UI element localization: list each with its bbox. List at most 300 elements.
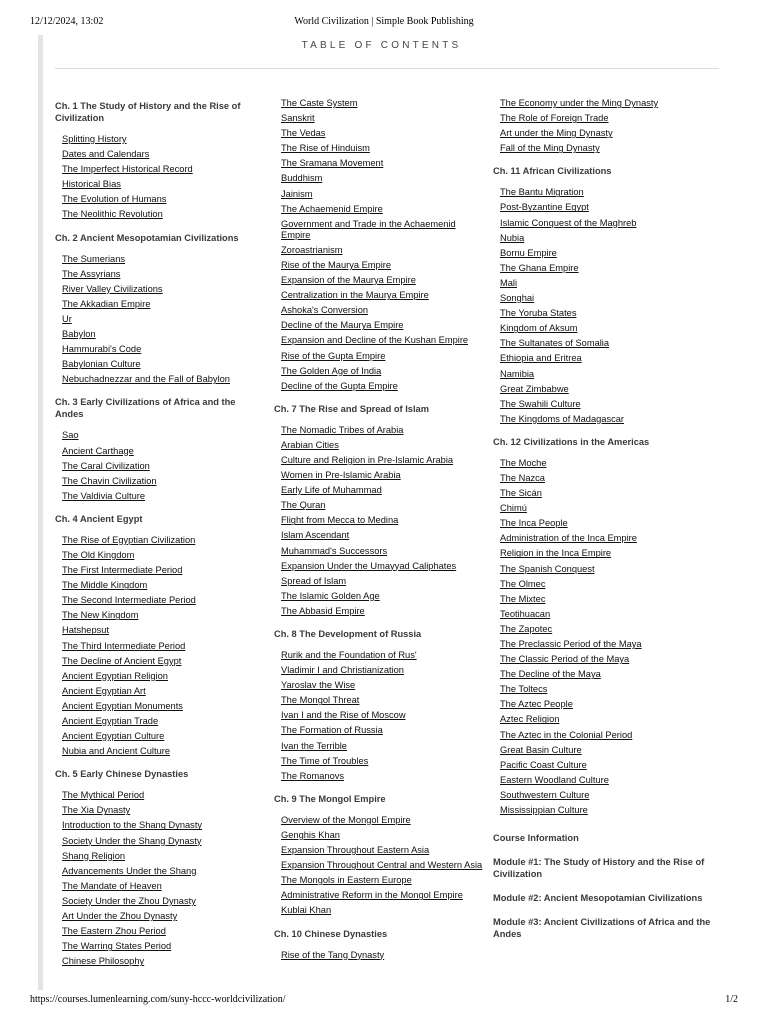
toc-item [493, 624, 715, 639]
toc-item [274, 425, 486, 440]
toc-item [55, 836, 265, 851]
toc-item [55, 866, 265, 881]
toc-item [55, 194, 265, 209]
chapter-items [55, 430, 265, 505]
toc-link[interactable]: Ur [62, 313, 72, 324]
toc-link[interactable]: Decline of the Gupta Empire [281, 380, 398, 391]
toc-item [274, 561, 486, 576]
chapter-items [55, 254, 265, 390]
toc-item [55, 164, 265, 179]
toc-link[interactable]: The First Intermediate Period [62, 565, 183, 576]
toc-link[interactable]: The Mongol Threat [281, 695, 360, 706]
toc-link[interactable]: The Toltecs [500, 684, 548, 695]
section-title[interactable]: Module #2: Ancient Mesopotamian Civilizations [493, 893, 703, 904]
toc-item [274, 219, 486, 245]
toc-item [274, 381, 486, 396]
toc-item [493, 775, 715, 790]
toc-link[interactable]: Decline of the Maurya Empire [281, 320, 404, 331]
toc-link[interactable]: The Classic Period of the Maya [500, 654, 630, 665]
chapter-items [493, 187, 715, 429]
toc-link[interactable]: Babylon [62, 329, 96, 340]
toc-item [493, 414, 715, 429]
toc-link[interactable]: The Abbasid Empire [281, 605, 365, 616]
toc-item [493, 594, 715, 609]
toc-link[interactable]: Advancements Under the Shang [62, 865, 197, 876]
toc-link[interactable]: The Old Kingdom [62, 549, 135, 560]
toc-link[interactable]: Ancient Egyptian Art [62, 685, 146, 696]
toc-item [55, 149, 265, 164]
toc-item [274, 771, 486, 786]
toc-item [55, 446, 265, 461]
section-title[interactable]: Course Information [493, 833, 579, 844]
toc-item [493, 639, 715, 654]
toc-link[interactable]: Dates and Calendars [62, 149, 150, 160]
toc-item [55, 656, 265, 671]
toc-link[interactable]: The Sultanates of Somalia [500, 338, 610, 349]
toc-item [493, 353, 715, 368]
toc-link[interactable]: Genghis Khan [281, 829, 340, 840]
toc-item [493, 233, 715, 248]
toc-link[interactable]: Buddhism [281, 173, 323, 184]
toc-link[interactable]: The Decline of the Maya [500, 669, 601, 680]
toc-link[interactable]: The Third Intermediate Period [62, 640, 186, 651]
chapter-title: Ch. 1 The Study of History and the Rise of Civilization [55, 101, 241, 123]
chapter-title: Ch. 10 Chinese Dynasties [274, 928, 388, 939]
toc-link[interactable]: Pacific Coast Culture [500, 759, 587, 770]
toc-item [493, 218, 715, 233]
toc-link[interactable]: The Ghana Empire [500, 262, 579, 273]
toc-item [493, 548, 715, 563]
toc-item [55, 790, 265, 805]
toc-item [274, 530, 486, 545]
toc-link[interactable]: The Caral Civilization [62, 460, 150, 471]
chapter-items [55, 134, 265, 225]
toc-item [493, 669, 715, 684]
toc-item [274, 576, 486, 591]
toc-item [274, 335, 486, 350]
toc-link[interactable]: The Moche [500, 457, 547, 468]
toc-column-3 [493, 98, 715, 952]
toc-link[interactable]: Society Under the Zhou Dynasty [62, 895, 196, 906]
toc-item [55, 134, 265, 149]
toc-link[interactable]: The Kingdoms of Madagascar [500, 413, 625, 424]
toc-item [55, 269, 265, 284]
toc-link[interactable]: The Islamic Golden Age [281, 590, 380, 601]
toc-link[interactable]: The Valdivia Culture [62, 490, 146, 501]
toc-item [274, 860, 486, 875]
toc-link[interactable]: The Bantu Migration [500, 187, 584, 198]
toc-link[interactable]: Chinese Philosophy [62, 956, 145, 967]
toc-item [55, 344, 265, 359]
toc-link[interactable]: Nebuchadnezzar and the Fall of Babylon [62, 374, 230, 385]
toc-item [493, 458, 715, 473]
toc-item [493, 473, 715, 488]
toc-item [55, 941, 265, 956]
toc-link[interactable]: The Chavin Civilization [62, 475, 157, 486]
toc-link[interactable]: The Rise of Hinduism [281, 143, 370, 154]
toc-link[interactable]: The Zapotec [500, 623, 553, 634]
chapter-items [55, 790, 265, 971]
toc-link[interactable]: Islam Ascendant [281, 530, 350, 541]
toc-link[interactable]: Overview of the Mongol Empire [281, 814, 411, 825]
toc-item [55, 179, 265, 194]
toc-link[interactable]: Sao [62, 430, 79, 441]
toc-item [55, 716, 265, 731]
toc-link[interactable]: The Romanovs [281, 770, 345, 781]
toc-link[interactable]: Ethiopia and Eritrea [500, 353, 582, 364]
toc-item [55, 595, 265, 610]
toc-link[interactable]: Ancient Egyptian Trade [62, 716, 159, 726]
toc-link[interactable]: Ivan I and the Rise of Moscow [281, 710, 406, 721]
toc-link[interactable]: Rise of the Tang Dynasty [281, 949, 385, 960]
print-footer [30, 994, 738, 1008]
toc-item [274, 440, 486, 455]
toc-item [274, 695, 486, 710]
toc-link[interactable]: The Role of Foreign Trade [500, 113, 609, 124]
toc-link[interactable]: Introduction to the Shang Dynasty [62, 820, 203, 831]
toc-link[interactable]: Southwestern Culture [500, 789, 590, 800]
toc-link[interactable]: The Aztec People [500, 699, 573, 710]
toc-item [55, 209, 265, 224]
print-datetime: 12/12/2024, 13:02 [30, 16, 104, 27]
toc-item [55, 701, 265, 716]
chapter-items [55, 535, 265, 761]
toc-link[interactable]: Songhai [500, 293, 535, 304]
toc-item [274, 710, 486, 725]
toc-link[interactable]: The Vedas [281, 128, 326, 139]
toc-link[interactable]: Expansion Throughout Central and Western Asia [281, 860, 483, 871]
toc-item [274, 470, 486, 485]
toc-link[interactable]: The Spanish Conquest [500, 563, 595, 574]
toc-item [493, 338, 715, 353]
toc-item [55, 299, 265, 314]
toc-link[interactable]: The Caste System [281, 98, 358, 108]
toc-link[interactable]: Expansion Throughout Eastern Asia [281, 845, 430, 856]
toc-link[interactable]: The New Kingdom [62, 610, 139, 621]
toc-item [55, 911, 265, 926]
chapter-title: Ch. 12 Civilizations in the Americas [493, 436, 650, 447]
toc-link[interactable]: Society Under the Shang Dynasty [62, 835, 202, 846]
toc-item [274, 546, 486, 561]
toc-link[interactable]: The Yoruba States [500, 308, 577, 319]
toc-item [274, 260, 486, 275]
toc-item [274, 485, 486, 500]
toc-item [274, 815, 486, 830]
toc-link[interactable]: Jainism [281, 188, 313, 199]
toc-item [493, 187, 715, 202]
toc-link[interactable]: Islamic Conquest of the Maghreb [500, 217, 637, 228]
toc-item [274, 905, 486, 920]
toc-item [55, 956, 265, 971]
toc-heading: TABLE OF CONTENTS [301, 40, 462, 51]
toc-link[interactable]: Zoroastrianism [281, 244, 343, 255]
toc-item [493, 399, 715, 414]
toc-link[interactable]: Sanskrit [281, 113, 315, 124]
toc-link[interactable]: Babylonian Culture [62, 359, 141, 370]
section-title[interactable]: Module #1: The Study of History and the Rise of Civilization [493, 857, 705, 880]
toc-link[interactable]: Flight from Mecca to Medina [281, 515, 399, 526]
toc-link[interactable]: The Quran [281, 500, 326, 511]
chapter-items [493, 458, 715, 820]
chapter-items [274, 950, 486, 965]
toc-link[interactable]: Expansion Under the Umayyad Caliphates [281, 560, 457, 571]
toc-item [274, 351, 486, 366]
section-title[interactable]: Module #3: Ancient Civilizations of Africa and the Andes [493, 917, 711, 940]
toc-link[interactable]: The Achaemenid Empire [281, 203, 383, 214]
chapter-title: Ch. 7 The Rise and Spread of Islam [274, 403, 429, 414]
toc-item [493, 579, 715, 594]
toc-item [274, 320, 486, 335]
toc-item [493, 248, 715, 263]
toc-link[interactable]: River Valley Civilizations [62, 283, 163, 294]
toc-link[interactable]: The Warring States Period [62, 941, 172, 952]
toc-link[interactable]: Aztec Religion [500, 714, 560, 725]
toc-link[interactable]: Hatshepsut [62, 625, 110, 636]
toc-link[interactable]: Great Basin Culture [500, 744, 582, 755]
toc-link[interactable]: The Aztec in the Colonial Period [500, 729, 633, 740]
toc-link[interactable]: Expansion of the Maurya Empire [281, 275, 416, 286]
toc-link[interactable]: Muhammad's Successors [281, 545, 388, 556]
toc-link[interactable]: Mali [500, 277, 518, 288]
print-header [30, 16, 738, 30]
toc-link[interactable]: Rise of the Gupta Empire [281, 350, 386, 361]
toc-item [55, 580, 265, 595]
toc-link[interactable]: The Eastern Zhou Period [62, 926, 166, 937]
toc-item [55, 430, 265, 445]
toc-item [493, 488, 715, 503]
toc-item [274, 665, 486, 680]
toc-item [55, 851, 265, 866]
toc-link[interactable]: Ivan the Terrible [281, 740, 347, 751]
toc-link[interactable]: The Rise of Egyptian Civilization [62, 534, 196, 545]
chapter-items [274, 650, 486, 786]
toc-item [493, 730, 715, 745]
toc-item [55, 284, 265, 299]
toc-link[interactable]: Religion in the Inca Empire [500, 548, 612, 559]
toc-item [274, 515, 486, 530]
toc-link[interactable]: Ancient Egyptian Monuments [62, 700, 183, 711]
toc-link[interactable]: Eastern Woodland Culture [500, 774, 609, 785]
toc-link[interactable]: Shang Religion [62, 850, 126, 861]
toc-item [274, 204, 486, 219]
toc-item [493, 745, 715, 760]
toc-link[interactable]: Historical Bias [62, 179, 121, 190]
toc-link[interactable]: Ancient Carthage [62, 445, 134, 456]
toc-link[interactable]: The Decline of Ancient Egypt [62, 655, 182, 666]
toc-link[interactable]: The Olmec [500, 578, 546, 589]
toc-link[interactable]: Arabian Cities [281, 439, 339, 450]
toc-item [274, 500, 486, 515]
toc-item [55, 746, 265, 761]
toc-item [493, 128, 715, 143]
toc-link[interactable]: The Mongols in Eastern Europe [281, 875, 412, 886]
toc-link[interactable]: Centralization in the Maurya Empire [281, 290, 429, 301]
toc-link[interactable]: Yaroslav the Wise [281, 680, 356, 691]
toc-item [55, 359, 265, 374]
chapter-title: Ch. 9 The Mongol Empire [274, 793, 386, 804]
toc-item [274, 830, 486, 845]
toc-link[interactable]: Early Life of Muhammad [281, 485, 382, 496]
print-page-number: 1/2 [725, 994, 738, 1005]
toc-item [274, 98, 486, 113]
toc-item [55, 565, 265, 580]
toc-link[interactable]: The Golden Age of India [281, 365, 382, 376]
toc-link[interactable]: The Neolithic Revolution [62, 209, 163, 220]
toc-link[interactable]: The Nazca [500, 472, 545, 483]
toc-item [493, 323, 715, 338]
toc-link[interactable]: The Time of Troubles [281, 755, 369, 766]
toc-item [274, 606, 486, 621]
toc-item [493, 293, 715, 308]
toc-link[interactable]: Women in Pre-Islamic Arabia [281, 470, 401, 481]
toc-item [274, 845, 486, 860]
toc-item [493, 684, 715, 699]
toc-link[interactable]: Chimú [500, 503, 527, 514]
toc-link[interactable]: Mississippian Culture [500, 805, 588, 816]
toc-link[interactable]: Government and Trade in the Achaemenid Empire [281, 218, 456, 240]
toc-item [493, 518, 715, 533]
toc-item [493, 654, 715, 669]
toc-link[interactable]: Ashoka's Conversion [281, 305, 369, 316]
toc-item [274, 725, 486, 740]
toc-link[interactable]: Great Zimbabwe [500, 383, 569, 394]
toc-item [55, 686, 265, 701]
toc-item [55, 374, 265, 389]
toc-item [55, 550, 265, 565]
chapter-title: Ch. 4 Ancient Egypt [55, 513, 143, 524]
toc-item [493, 564, 715, 579]
toc-item [493, 202, 715, 217]
toc-item [493, 113, 715, 128]
toc-item [493, 263, 715, 278]
toc-link[interactable]: The Evolution of Humans [62, 194, 167, 205]
toc-link[interactable]: The Akkadian Empire [62, 298, 151, 309]
toc-item [55, 535, 265, 550]
toc-item [55, 491, 265, 506]
toc-item [274, 741, 486, 756]
toc-link[interactable]: The Sicán [500, 488, 542, 499]
toc-item [274, 275, 486, 290]
toc-item [55, 476, 265, 491]
toc-item [274, 455, 486, 470]
toc-link[interactable]: The Inca People [500, 518, 568, 529]
toc-item [55, 731, 265, 746]
toc-item [55, 926, 265, 941]
left-border [38, 35, 43, 990]
toc-item [274, 113, 486, 128]
toc-item [274, 591, 486, 606]
toc-link[interactable]: The Swahili Culture [500, 398, 581, 409]
toc-item [493, 143, 715, 158]
toc-item [493, 308, 715, 323]
toc-item [493, 98, 715, 113]
toc-link[interactable]: Vladimir I and Christianization [281, 665, 404, 676]
toc-item [274, 650, 486, 665]
toc-item [274, 245, 486, 260]
toc-link[interactable]: Art under the Ming Dynasty [500, 128, 613, 139]
toc-link[interactable]: Bornu Empire [500, 247, 557, 258]
toc-item [274, 189, 486, 204]
toc-item [274, 875, 486, 890]
toc-link[interactable]: The Xia Dynasty [62, 805, 131, 816]
toc-link[interactable]: The Second Intermediate Period [62, 595, 196, 606]
toc-link[interactable]: Culture and Religion in Pre-Islamic Arabia [281, 454, 454, 465]
toc-link[interactable]: Namibia [500, 368, 535, 379]
chapter-items [274, 98, 486, 396]
toc-link[interactable]: Splitting History [62, 134, 127, 144]
toc-link[interactable]: The Middle Kingdom [62, 580, 148, 591]
toc-item [493, 790, 715, 805]
toc-link[interactable]: The Imperfect Historical Record [62, 164, 193, 175]
toc-link[interactable]: The Mixtec [500, 593, 546, 604]
toc-link[interactable]: Nubia and Ancient Culture [62, 746, 171, 757]
toc-link[interactable]: The Formation of Russia [281, 725, 383, 736]
toc-item [493, 384, 715, 399]
toc-item [55, 625, 265, 640]
toc-item [274, 128, 486, 143]
toc-link[interactable]: Kublai Khan [281, 905, 332, 916]
toc-link[interactable]: Spread of Islam [281, 575, 347, 586]
toc-link[interactable]: The Mandate of Heaven [62, 880, 162, 891]
toc-item [55, 610, 265, 625]
toc-link[interactable]: The Nomadic Tribes of Arabia [281, 424, 404, 435]
toc-item [493, 609, 715, 624]
toc-link[interactable]: The Economy under the Ming Dynasty [500, 98, 659, 108]
toc-item [493, 369, 715, 384]
chapter-title: Ch. 3 Early Civilizations of Africa and the Andes [55, 397, 236, 420]
toc-link[interactable]: The Sramana Movement [281, 158, 384, 169]
toc-link[interactable]: Teotihuacan [500, 608, 551, 619]
toc-link[interactable]: Expansion and Decline of the Kushan Empire [281, 335, 469, 346]
toc-link[interactable]: Art Under the Zhou Dynasty [62, 911, 178, 922]
toc-link[interactable]: Kingdom of Aksum [500, 323, 578, 334]
toc-item [274, 143, 486, 158]
toc-item [274, 680, 486, 695]
toc-link[interactable]: Administrative Reform in the Mongol Empire [281, 890, 463, 901]
toc-item [274, 173, 486, 188]
toc-item [493, 714, 715, 729]
chapter-items [274, 425, 486, 621]
toc-link[interactable]: Ancient Egyptian Religion [62, 670, 168, 681]
toc-link[interactable]: Fall of the Ming Dynasty [500, 143, 600, 154]
toc-link[interactable]: Rise of the Maurya Empire [281, 259, 392, 270]
toc-item [55, 254, 265, 269]
toc-item [493, 805, 715, 820]
toc-link[interactable]: Rurik and the Foundation of Rus' [281, 650, 417, 660]
toc-link[interactable]: Ancient Egyptian Culture [62, 731, 165, 742]
toc-link[interactable]: The Mythical Period [62, 790, 145, 801]
toc-item [55, 896, 265, 911]
toc-link[interactable]: Post-Byzantine Egypt [500, 202, 589, 213]
toc-link[interactable]: Hammurabi's Code [62, 344, 142, 355]
toc-item [55, 329, 265, 344]
toc-link[interactable]: Administration of the Inca Empire [500, 533, 637, 544]
chapter-title: Ch. 11 African Civilizations [493, 166, 612, 177]
print-url: https://courses.lumenlearning.com/suny-hccc-worldcivilization/ [30, 994, 286, 1005]
toc-link[interactable]: Nubia [500, 232, 525, 243]
toc-item [274, 305, 486, 320]
toc-link[interactable]: The Sumerians [62, 253, 126, 264]
toc-item [55, 881, 265, 896]
toc-item [493, 699, 715, 714]
toc-item [274, 290, 486, 305]
toc-item [55, 314, 265, 329]
toc-link[interactable]: The Assyrians [62, 268, 121, 279]
toc-item [55, 461, 265, 476]
toc-link[interactable]: The Preclassic Period of the Maya [500, 639, 642, 649]
toc-item [493, 760, 715, 775]
toc-item [274, 950, 486, 965]
